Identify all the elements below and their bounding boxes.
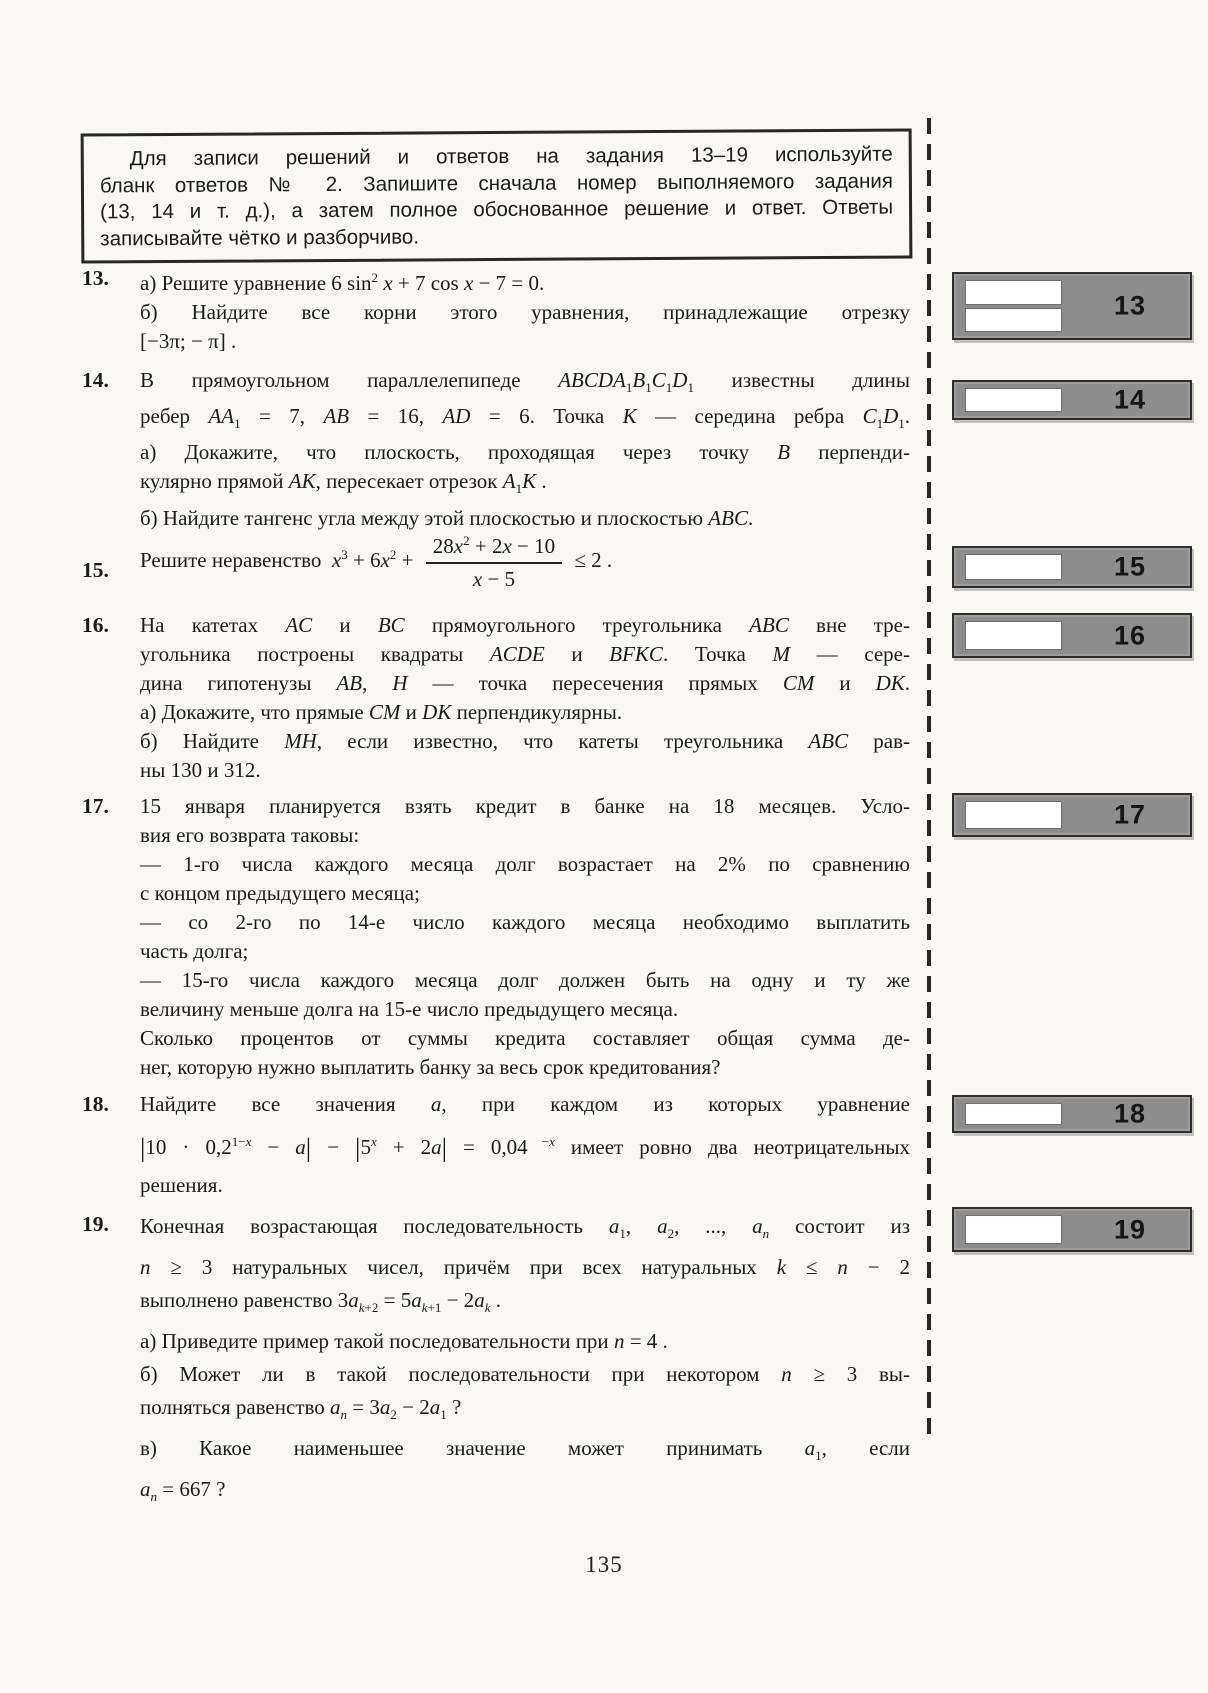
answer-write-cell bbox=[965, 388, 1062, 412]
margin-dashed-divider bbox=[927, 118, 931, 1434]
problem-text bbox=[140, 264, 910, 356]
answer-write-cell bbox=[965, 554, 1062, 580]
text-line: б) Найдите все корни этого уравнения, принадлежащие отрезку bbox=[140, 299, 910, 324]
text-line: дина гипотенузы AB, H — точка пересечения прямых CM и DK. bbox=[140, 671, 911, 695]
problem-text bbox=[140, 1210, 910, 1513]
text-line: ны 130 и 312. bbox=[140, 758, 261, 782]
text-line: $a_n = 667$ ? bbox=[140, 1476, 226, 1504]
problem-number: 15. bbox=[82, 558, 109, 582]
problem-text bbox=[140, 792, 910, 1082]
text-line: выполнено равенство $3a_{k+2} = 5a_{k+1} - 2a_k$ . bbox=[140, 1288, 501, 1316]
text-line: величину меньше долга на 15-е число предыдущего месяца. bbox=[140, 997, 679, 1021]
text-line: б) Найдите MH, если известно, что катеты треугольника ABC рав- bbox=[140, 729, 911, 753]
text-line: а) Докажите, что прямые CM и DK перпендикулярны. bbox=[140, 700, 623, 724]
text-line: Конечная возрастающая последовательность $a_1$, $a_2$, ..., $a_n$ состоит из bbox=[140, 1214, 910, 1242]
answer-write-cell bbox=[965, 1103, 1062, 1125]
problem-18 bbox=[82, 1090, 910, 1200]
text-line: а) Докажите, что плоскость, проходящая через точку B перпенди- bbox=[140, 440, 910, 465]
text-line: с концом предыдущего месяца; bbox=[140, 881, 420, 905]
problem-13 bbox=[82, 264, 910, 356]
answer-write-cell bbox=[965, 621, 1062, 650]
answer-write-box bbox=[965, 554, 1062, 580]
answer-write-cell bbox=[965, 801, 1062, 829]
answer-write-box bbox=[965, 280, 1062, 332]
answer-tab-15 bbox=[952, 546, 1192, 588]
text-line: — 15-го числа каждого месяца долг должен быть на одну и ту же bbox=[140, 968, 910, 992]
text-line: в) Какое наименьшее значение может принимать $a_1$, если bbox=[140, 1436, 911, 1464]
answer-write-box bbox=[965, 388, 1062, 412]
tab-number-label: 13 bbox=[1113, 290, 1146, 321]
text-line: решения. bbox=[140, 1172, 223, 1197]
instruction-box bbox=[81, 128, 913, 263]
text-line: б) Найдите тангенс угла между этой плоскостью и плоскостью ABC. bbox=[140, 505, 754, 530]
problem-text bbox=[140, 366, 910, 533]
tab-number-label: 18 bbox=[1113, 1098, 1146, 1129]
problem-number: 14. bbox=[82, 368, 109, 392]
answer-write-box bbox=[965, 801, 1062, 829]
text-line: записывайте чётко и разборчиво. bbox=[100, 224, 420, 250]
text-line: Решите неравенство $x^3 + 6x^2$ + $\frac{28x^2 + 2x - 10}{x - 5}$ ≤ 2 . bbox=[140, 533, 613, 591]
problem-16 bbox=[82, 611, 910, 785]
problem-number: 13. bbox=[82, 266, 109, 290]
problem-text bbox=[140, 532, 910, 592]
text-line: (13, 14 и т. д.), а затем полное обоснованное решение и ответ. Ответы bbox=[100, 195, 894, 224]
text-line: — 1-го числа каждого месяца долг возрастает на 2% по сравнению bbox=[140, 852, 910, 876]
answer-write-cell bbox=[965, 308, 1062, 333]
text-line: бланк ответов № 2. Запишите сначала номер выполняемого задания bbox=[99, 169, 893, 197]
answer-tab-13 bbox=[952, 272, 1192, 340]
text-line: часть долга; bbox=[140, 939, 249, 963]
tab-number-label: 17 bbox=[1113, 799, 1146, 830]
answer-tab-19 bbox=[952, 1207, 1192, 1252]
problem-number: 16. bbox=[82, 613, 109, 637]
problem-14 bbox=[82, 366, 910, 533]
problem-number: 17. bbox=[82, 794, 109, 818]
text-line: нег, которую нужно выплатить банку за весь срок кредитования? bbox=[140, 1055, 721, 1079]
text-line: угольника построены квадраты ACDE и BFKC. Точка M — сере- bbox=[140, 642, 910, 666]
answer-tab-17 bbox=[952, 793, 1192, 837]
problem-number: 18. bbox=[82, 1092, 109, 1116]
text-line: $|10 \cdot 0,2^{1-x} - a| - |5^x + 2a| = 0,04$ $^{-x}$ имеет ровно два неотрицательных bbox=[140, 1132, 910, 1163]
answer-write-box bbox=[965, 621, 1062, 650]
text-line: б) Может ли в такой последовательности при некотором n ≥ 3 вы- bbox=[140, 1362, 910, 1386]
tab-number-label: 19 bbox=[1113, 1214, 1146, 1244]
tab-number-label: 16 bbox=[1113, 620, 1146, 650]
answer-tab-16 bbox=[952, 613, 1192, 658]
answer-tab-18 bbox=[952, 1095, 1192, 1133]
text-line: полняться равенство $a_n = 3a_2 - 2a_1$ ? bbox=[140, 1395, 462, 1423]
text-line: n ≥ 3 натуральных чисел, причём при всех натуральных k ≤ n − 2 bbox=[140, 1254, 910, 1279]
text-line: Сколько процентов от суммы кредита составляет общая сумма де- bbox=[140, 1026, 910, 1050]
answer-write-box bbox=[965, 1103, 1062, 1125]
answer-write-cell bbox=[965, 280, 1062, 305]
problem-19 bbox=[82, 1210, 910, 1513]
text-line: Для записи решений и ответов на задания 13–19 используйте bbox=[129, 142, 893, 171]
problem-17 bbox=[82, 792, 910, 1082]
text-line: В прямоугольном параллелепипеде $ABCDA_1B_1C_1D_1$ известны длины bbox=[140, 368, 910, 396]
answer-tab-14 bbox=[952, 380, 1192, 420]
text-line: ребер $AA_1 = 7$, AB = 16, AD = 6. Точка K — середина ребра $C_1D_1$. bbox=[140, 404, 911, 432]
problem-number: 19. bbox=[82, 1212, 109, 1236]
text-line: На катетах AC и BC прямоугольного треугольника ABC вне тре- bbox=[140, 613, 910, 637]
problem-15 bbox=[82, 532, 910, 592]
page-number: 135 bbox=[585, 1552, 623, 1577]
text-line: [−3π; − π] . bbox=[140, 328, 237, 353]
text-line: кулярно прямой AK, пересекает отрезок $A_1K$ . bbox=[140, 469, 547, 497]
text-line: — со 2-го по 14-е число каждого месяца необходимо выплатить bbox=[140, 910, 910, 934]
text-line: а) Решите уравнение 6 $\sin^2 x + 7$ cos x − 7 = 0. bbox=[140, 270, 545, 295]
tab-number-label: 14 bbox=[1113, 384, 1146, 415]
tab-number-label: 15 bbox=[1113, 551, 1146, 582]
answer-write-cell bbox=[965, 1215, 1062, 1244]
text-line: вия его возврата таковы: bbox=[140, 823, 360, 847]
problem-text bbox=[140, 611, 910, 785]
text-line: а) Приведите пример такой последовательности при n = 4 . bbox=[140, 1328, 668, 1353]
text-line: 15 января планируется взять кредит в банке на 18 месяцев. Усло- bbox=[140, 794, 910, 818]
problem-text bbox=[140, 1090, 910, 1200]
answer-write-box bbox=[965, 1215, 1062, 1244]
text-line: Найдите все значения a, при каждом из которых уравнение bbox=[140, 1092, 911, 1116]
